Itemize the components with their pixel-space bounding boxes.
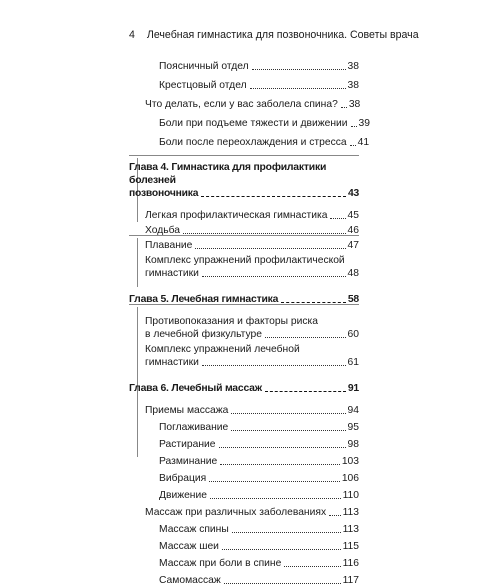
leader-dots bbox=[202, 276, 346, 277]
toc-entry-page: 38 bbox=[347, 61, 359, 72]
leader-dots bbox=[341, 107, 347, 108]
toc-entry-label: Боли после переохлаждения и стресса bbox=[159, 137, 347, 148]
chapter-title: Глава 6. Лечебный массаж bbox=[129, 383, 262, 394]
toc-entry[interactable] bbox=[129, 224, 359, 237]
toc-chapter-5[interactable] bbox=[129, 293, 359, 306]
toc-entry-page: 116 bbox=[342, 558, 359, 569]
toc-entry-label: Поглаживание bbox=[159, 422, 229, 433]
leader-dots bbox=[209, 481, 340, 482]
toc-entry-label-line1: Противопоказания и факторы риска bbox=[145, 316, 318, 327]
toc-entry-page: 115 bbox=[342, 541, 359, 552]
toc-entry-page: 98 bbox=[347, 439, 359, 450]
toc-entry-page: 106 bbox=[341, 473, 359, 484]
leader-dots bbox=[252, 69, 346, 70]
toc-entry[interactable] bbox=[129, 523, 359, 536]
toc-entry[interactable] bbox=[129, 254, 359, 280]
toc-entry-page: 94 bbox=[347, 405, 359, 416]
toc-entry[interactable] bbox=[129, 574, 359, 587]
toc-entry[interactable] bbox=[129, 98, 359, 111]
leader-dots bbox=[231, 430, 345, 431]
toc-entry-label-line1: Комплекс упражнений профилактической bbox=[145, 255, 345, 266]
toc-entry[interactable] bbox=[129, 540, 359, 553]
running-head bbox=[129, 28, 419, 42]
toc-entry[interactable] bbox=[129, 136, 370, 149]
toc-entry-label: Легкая профилактическая гимнастика bbox=[145, 210, 328, 221]
toc-entry-page: 38 bbox=[348, 99, 361, 110]
toc-entry-page: 45 bbox=[347, 210, 359, 221]
leader-dots bbox=[330, 218, 345, 219]
toc-entry[interactable] bbox=[129, 438, 359, 451]
leader-dots bbox=[201, 196, 346, 197]
toc-entry[interactable] bbox=[129, 506, 359, 519]
toc-entry-label-line2: гимнастики bbox=[145, 268, 199, 279]
toc-entry[interactable] bbox=[129, 489, 359, 502]
toc-entry-page: 46 bbox=[347, 225, 359, 236]
toc-entry-label: Растирание bbox=[159, 439, 216, 450]
toc-entry-page: 117 bbox=[342, 575, 359, 586]
toc-entry-label: Массаж спины bbox=[159, 524, 229, 535]
leader-dots bbox=[195, 248, 345, 249]
toc-entry-label: Движение bbox=[159, 490, 207, 501]
toc-chapter-4[interactable] bbox=[129, 161, 359, 200]
toc-entry-page: 38 bbox=[347, 80, 359, 91]
toc-entry-page: 103 bbox=[341, 456, 359, 467]
leader-dots bbox=[219, 447, 346, 448]
leader-dots bbox=[210, 498, 341, 499]
toc-entry-label: Массаж при различных заболеваниях bbox=[145, 507, 327, 518]
toc-entry[interactable] bbox=[129, 117, 370, 130]
toc-entry[interactable] bbox=[129, 472, 359, 485]
toc-entry[interactable] bbox=[129, 209, 359, 222]
toc-entry[interactable] bbox=[129, 557, 359, 570]
toc-entry-label-line1: Комплекс упражнений лечебной bbox=[145, 344, 300, 355]
toc-entry[interactable] bbox=[129, 239, 359, 252]
toc-entry-page: 61 bbox=[347, 357, 359, 368]
leader-dots bbox=[281, 302, 346, 303]
toc-entry[interactable] bbox=[129, 60, 359, 73]
chapter-title-line1: Глава 4. Гимнастика для профилактики болезней bbox=[129, 162, 327, 186]
toc-entry-page: 58 bbox=[347, 294, 359, 305]
page-number: 4 bbox=[129, 29, 135, 41]
toc-entry-label: Что делать, если у вас заболела спина? bbox=[145, 99, 338, 110]
toc-entry-page: 39 bbox=[358, 118, 370, 129]
toc-entry-label: Массаж при боли в спине bbox=[159, 558, 282, 569]
toc-entry-page: 113 bbox=[342, 524, 359, 535]
toc-entry[interactable] bbox=[129, 315, 359, 341]
chapter-title: Глава 5. Лечебная гимнастика bbox=[129, 294, 279, 305]
toc-chapter-6[interactable] bbox=[129, 382, 359, 395]
chapter-title-line2: позвоночника bbox=[129, 188, 199, 199]
toc-entry-label: Приемы массажа bbox=[145, 405, 229, 416]
leader-dots bbox=[222, 549, 341, 550]
toc-entry-page: 43 bbox=[347, 188, 359, 199]
leader-dots bbox=[232, 532, 341, 533]
toc-entry-page: 41 bbox=[357, 137, 370, 148]
leader-dots bbox=[231, 413, 345, 414]
leader-dots bbox=[224, 583, 341, 584]
toc-entry-label: Вибрация bbox=[159, 473, 207, 484]
toc-entry-label-line2: в лечебной физкультуре bbox=[145, 329, 262, 340]
leader-dots bbox=[220, 464, 340, 465]
toc-entry-page: 48 bbox=[347, 268, 359, 279]
toc-entry[interactable] bbox=[129, 79, 359, 92]
toc-entry-page: 60 bbox=[347, 329, 359, 340]
toc-entry-label-line2: гимнастики bbox=[145, 357, 199, 368]
table-of-contents bbox=[129, 60, 370, 587]
toc-entry-label: Плавание bbox=[145, 240, 193, 251]
leader-dots bbox=[265, 391, 346, 392]
toc-entry-label: Крестцовый отдел bbox=[159, 80, 247, 91]
toc-entry-page: 47 bbox=[347, 240, 359, 251]
running-title: Лечебная гимнастика для позвоночника. Советы врача bbox=[146, 29, 419, 41]
toc-entry-page: 91 bbox=[347, 383, 359, 394]
toc-entry-page: 95 bbox=[347, 422, 359, 433]
toc-entry-label: Поясничный отдел bbox=[159, 61, 249, 72]
leader-dots bbox=[202, 365, 346, 366]
toc-entry-label: Ходьба bbox=[145, 225, 181, 236]
leader-dots bbox=[265, 337, 346, 338]
toc-entry-label: Массаж шеи bbox=[159, 541, 219, 552]
toc-entry[interactable] bbox=[129, 421, 359, 434]
toc-entry-label: Боли при подъеме тяжести и движении bbox=[159, 118, 348, 129]
leader-dots bbox=[329, 515, 340, 516]
leader-dots bbox=[250, 88, 346, 89]
chapter-title-line2-row bbox=[129, 187, 359, 200]
leader-dots bbox=[351, 126, 357, 127]
toc-entry-label: Разминание bbox=[159, 456, 218, 467]
leader-dots bbox=[183, 233, 346, 234]
leader-dots bbox=[350, 145, 356, 146]
toc-entry-label: Самомассаж bbox=[159, 575, 221, 586]
leader-dots bbox=[284, 566, 340, 567]
toc-entry[interactable] bbox=[129, 343, 359, 369]
toc-entry[interactable] bbox=[129, 404, 359, 417]
toc-entry[interactable] bbox=[129, 455, 359, 468]
toc-entry-page: 113 bbox=[342, 507, 359, 518]
toc-entry-page: 110 bbox=[342, 490, 359, 501]
